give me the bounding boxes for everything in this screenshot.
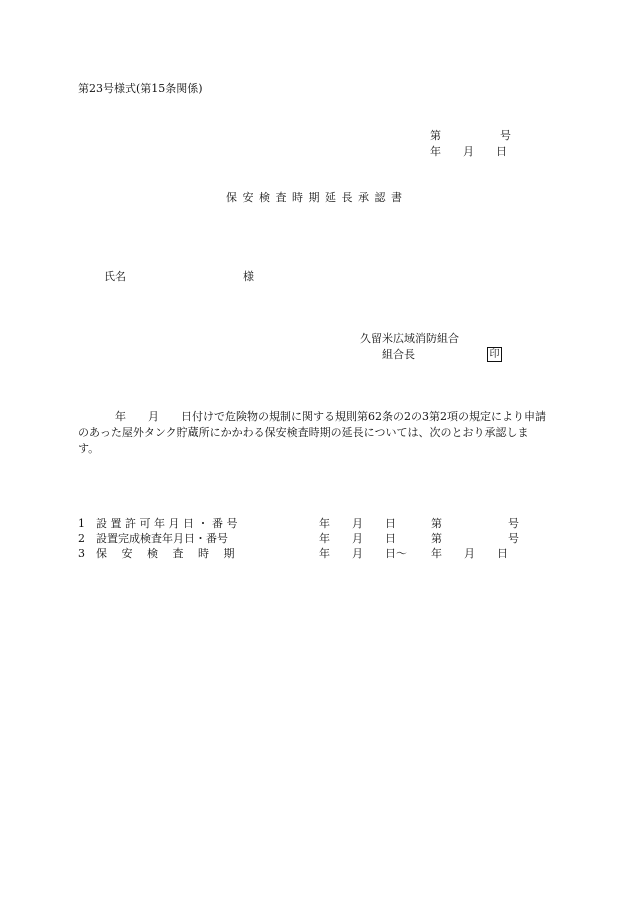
list-item — [78, 518, 548, 533]
document-title: 保 安 検 査 時 期 延 長 承 認 書 — [226, 191, 403, 204]
list-item — [78, 533, 548, 548]
issuer-organization: 久留米広域消防組合 — [360, 332, 459, 345]
item-number: 2 — [78, 532, 85, 545]
item-value: 第 号 — [431, 532, 519, 545]
document-date: 年 月 日 — [430, 145, 507, 158]
issuer-title: 組合長 — [382, 348, 415, 361]
item-label: 設 置 許 可 年 月 日 ・ 番 号 — [96, 517, 238, 530]
body-paragraph: 年 月 日付けで危険物の規制に関する規則第62条の2の3第2項の規定により申請のあった屋外タンク貯蔵所にかかわる保安検査時期の延長については、次のとおり承認します。 — [78, 410, 546, 455]
item-value: 第 号 — [431, 517, 519, 530]
seal-mark: 印 — [487, 347, 502, 362]
document-number-suffix: 号 — [500, 129, 511, 142]
item-date: 年 月 日 — [319, 532, 396, 545]
item-label: 設置完成検査年月日・番号 — [96, 532, 228, 545]
item-number: 3 — [78, 547, 85, 560]
list-item — [78, 548, 548, 563]
document-number-prefix: 第 — [430, 129, 441, 142]
recipient-name-label: 氏名 — [104, 270, 126, 283]
recipient-honorific: 様 — [243, 270, 254, 283]
item-number: 1 — [78, 517, 85, 530]
item-label: 保 安 検 査 時 期 — [96, 547, 235, 560]
form-number-label: 第23号様式(第15条関係) — [78, 82, 203, 95]
item-list — [78, 518, 548, 563]
item-date: 年 月 日 — [319, 517, 396, 530]
item-date: 年 月 日〜 — [319, 547, 407, 560]
item-value: 年 月 日 — [431, 547, 508, 560]
